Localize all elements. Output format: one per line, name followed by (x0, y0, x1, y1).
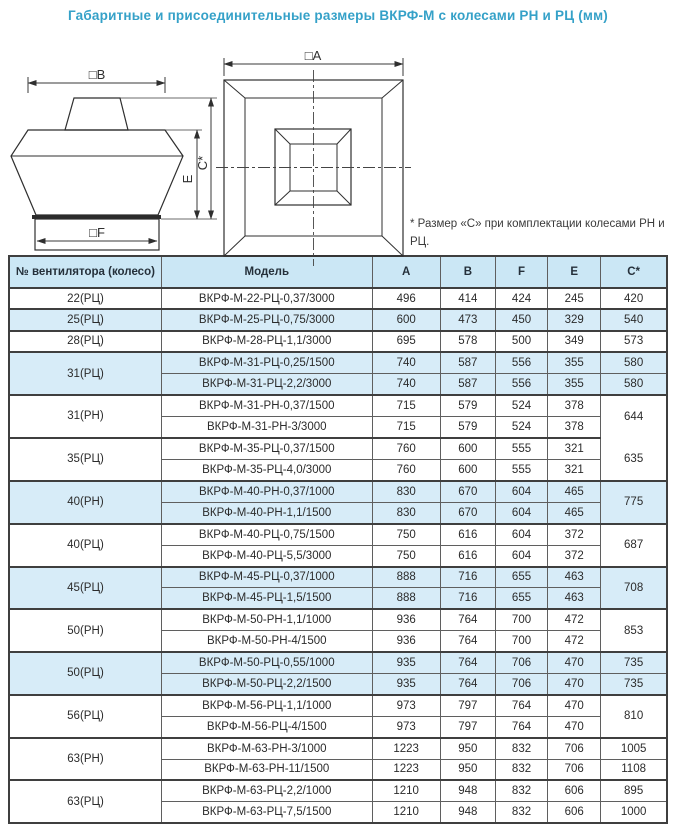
dim-f-cell: 832 (495, 759, 547, 780)
dim-e-cell: 245 (548, 288, 601, 309)
dim-b-cell: 587 (440, 374, 495, 395)
dim-f-cell: 556 (495, 352, 547, 373)
dim-a-cell: 1210 (372, 802, 440, 823)
column-header: A (372, 256, 440, 288)
model-cell: ВКРФ-М-28-РЦ-1,1/3000 (161, 331, 372, 352)
wheel-number-cell: 22(РЦ) (9, 288, 161, 309)
dim-a-cell: 936 (372, 631, 440, 652)
dim-a-cell: 1223 (372, 759, 440, 780)
dim-a-cell: 750 (372, 524, 440, 545)
dim-a-cell: 715 (372, 395, 440, 416)
dim-e-cell: 372 (548, 545, 601, 566)
dim-e-cell: 378 (548, 416, 601, 437)
base-plate (32, 215, 161, 219)
model-cell: ВКРФ-М-31-РН-3/3000 (161, 416, 372, 437)
dim-b-cell: 600 (440, 438, 495, 460)
dim-b-cell: 948 (440, 802, 495, 823)
c-shared-value: 644 (624, 410, 644, 423)
dim-f-cell: 524 (495, 395, 547, 416)
dim-c-cell-merged: 775 (601, 481, 667, 524)
dim-b-cell: 473 (440, 309, 495, 330)
corner-diagonal (224, 80, 245, 98)
model-cell: ВКРФ-М-63-РН-3/1000 (161, 738, 372, 759)
table-row (9, 331, 667, 352)
drawings-area (0, 23, 676, 253)
table-row (9, 309, 667, 330)
dim-b-cell: 950 (440, 738, 495, 759)
wheel-number-cell: 31(РН) (9, 395, 161, 438)
dim-f-cell: 700 (495, 609, 547, 630)
model-cell: ВКРФ-М-50-РЦ-2,2/1500 (161, 673, 372, 694)
dim-e-cell: 470 (548, 673, 601, 694)
dim-f-cell: 450 (495, 309, 547, 330)
dim-b-cell: 414 (440, 288, 495, 309)
table-row (9, 395, 667, 416)
dim-c-cell: 1000 (601, 802, 667, 823)
dim-a-cell: 935 (372, 652, 440, 673)
dim-e-cell: 378 (548, 395, 601, 416)
corner-diagonal (382, 236, 403, 256)
model-cell: ВКРФ-М-40-РН-1,1/1500 (161, 502, 372, 523)
dim-f-cell: 604 (495, 502, 547, 523)
model-cell: ВКРФ-М-40-РЦ-5,5/3000 (161, 545, 372, 566)
corner-diagonal (275, 191, 290, 205)
model-cell: ВКРФ-М-35-РЦ-0,37/1500 (161, 438, 372, 460)
dim-e-cell: 470 (548, 695, 601, 716)
dim-e-cell: 470 (548, 652, 601, 673)
dim-e-cell: 470 (548, 716, 601, 737)
dim-a-cell: 1210 (372, 780, 440, 801)
model-cell: ВКРФ-М-31-РЦ-0,25/1500 (161, 352, 372, 373)
model-cell: ВКРФ-М-31-РЦ-2,2/3000 (161, 374, 372, 395)
dim-f-cell: 604 (495, 481, 547, 502)
dim-a-cell: 740 (372, 374, 440, 395)
table-row (9, 695, 667, 716)
model-cell: ВКРФ-М-40-РН-0,37/1000 (161, 481, 372, 502)
dim-b-cell: 716 (440, 588, 495, 609)
dim-f-cell: 832 (495, 738, 547, 759)
dim-f-cell: 555 (495, 460, 547, 481)
corner-diagonal (337, 129, 351, 144)
fan-body-outline (11, 130, 183, 215)
wheel-number-cell: 63(РЦ) (9, 780, 161, 823)
dim-f-cell: 604 (495, 524, 547, 545)
model-cell: ВКРФ-М-45-РЦ-1,5/1500 (161, 588, 372, 609)
dim-f-cell: 764 (495, 695, 547, 716)
column-header: F (495, 256, 547, 288)
dim-label-b: □B (88, 67, 106, 82)
dim-c-cell: 420 (601, 288, 667, 309)
dim-a-cell: 760 (372, 460, 440, 481)
dim-a-cell: 600 (372, 309, 440, 330)
dim-b-cell: 579 (440, 395, 495, 416)
dim-a-cell: 973 (372, 716, 440, 737)
dim-b-cell: 716 (440, 567, 495, 588)
model-cell: ВКРФ-М-50-РН-4/1500 (161, 631, 372, 652)
dim-f-cell: 700 (495, 631, 547, 652)
dim-b-cell: 670 (440, 481, 495, 502)
dim-f-cell: 706 (495, 652, 547, 673)
table-body (9, 288, 667, 823)
table-row (9, 352, 667, 373)
model-cell: ВКРФ-М-22-РЦ-0,37/3000 (161, 288, 372, 309)
page-title: Габаритные и присоединительные размеры ВКРФ-М с колесами РН и РЦ (мм) (68, 8, 608, 23)
dim-c-cell: 1005 (601, 738, 667, 759)
dim-c-cell-merged: 810 (601, 695, 667, 738)
dim-f-cell: 556 (495, 374, 547, 395)
column-header: Модель (161, 256, 372, 288)
table-row (9, 438, 667, 460)
dim-c-cell-merged: 708 (601, 567, 667, 610)
dim-a-cell: 496 (372, 288, 440, 309)
dim-c-cell: 540 (601, 309, 667, 330)
dim-a-cell: 830 (372, 502, 440, 523)
column-header: B (440, 256, 495, 288)
dim-c-cell-merged: 687 (601, 524, 667, 567)
wheel-number-cell: 25(РЦ) (9, 309, 161, 330)
wheel-number-cell: 31(РЦ) (9, 352, 161, 395)
dim-b-cell: 764 (440, 631, 495, 652)
dim-f-cell: 555 (495, 438, 547, 460)
wheel-number-cell: 50(РН) (9, 609, 161, 652)
top-view-drawing (195, 48, 420, 270)
dim-e-cell: 321 (548, 460, 601, 481)
dim-b-cell: 616 (440, 524, 495, 545)
model-cell: ВКРФ-М-31-РН-0,37/1500 (161, 395, 372, 416)
dim-f-cell: 764 (495, 716, 547, 737)
dim-b-cell: 950 (440, 759, 495, 780)
dim-c-cell: 735 (601, 652, 667, 673)
dim-e-cell: 706 (548, 738, 601, 759)
side-view-drawing (2, 51, 224, 256)
dim-a-cell: 936 (372, 609, 440, 630)
dim-b-cell: 579 (440, 416, 495, 437)
corner-diagonal (224, 236, 245, 256)
dim-e-cell: 463 (548, 567, 601, 588)
dim-a-cell: 715 (372, 416, 440, 437)
dim-label-c: C* (195, 155, 210, 171)
dim-label-f: □F (89, 225, 105, 240)
table-row (9, 481, 667, 502)
dim-b-cell: 587 (440, 352, 495, 373)
dim-a-cell: 740 (372, 352, 440, 373)
column-header: № вентилятора (колесо) (9, 256, 161, 288)
dim-a-cell: 695 (372, 331, 440, 352)
dim-a-cell: 760 (372, 438, 440, 460)
model-cell: ВКРФ-М-63-РЦ-7,5/1500 (161, 802, 372, 823)
dim-c-cell: 573 (601, 331, 667, 352)
dim-f-cell: 524 (495, 416, 547, 437)
dim-b-cell: 764 (440, 652, 495, 673)
dim-a-cell: 750 (372, 545, 440, 566)
dim-a-cell: 830 (372, 481, 440, 502)
dim-label-a: □A (304, 48, 322, 63)
wheel-number-cell: 45(РЦ) (9, 567, 161, 610)
dim-b-cell: 764 (440, 609, 495, 630)
footnote: * Размер «С» при комплектации колесами РН и РЦ. (410, 218, 665, 248)
dim-e-cell: 706 (548, 759, 601, 780)
wheel-number-cell: 35(РЦ) (9, 438, 161, 481)
dim-b-cell: 616 (440, 545, 495, 566)
dim-c-cell: 895 (601, 780, 667, 801)
dimensions-table (8, 255, 668, 824)
dim-a-cell: 935 (372, 673, 440, 694)
corner-diagonal (382, 80, 403, 98)
model-cell: ВКРФ-М-50-РЦ-0,55/1000 (161, 652, 372, 673)
table-row (9, 609, 667, 630)
dim-e-cell: 355 (548, 374, 601, 395)
dim-b-cell: 764 (440, 673, 495, 694)
column-header: E (548, 256, 601, 288)
model-cell: ВКРФ-М-50-РН-1,1/1000 (161, 609, 372, 630)
dim-f-cell: 832 (495, 802, 547, 823)
dim-e-cell: 349 (548, 331, 601, 352)
wheel-number-cell: 28(РЦ) (9, 331, 161, 352)
dim-f-cell: 655 (495, 567, 547, 588)
dim-f-cell: 832 (495, 780, 547, 801)
dim-b-cell: 670 (440, 502, 495, 523)
dim-c-cell: 735 (601, 673, 667, 694)
model-cell: ВКРФ-М-63-РЦ-2,2/1000 (161, 780, 372, 801)
dim-e-cell: 463 (548, 588, 601, 609)
dim-e-cell: 329 (548, 309, 601, 330)
dim-a-cell: 1223 (372, 738, 440, 759)
dim-e-cell: 606 (548, 780, 601, 801)
fan-cap-outline (65, 98, 128, 130)
dim-a-cell: 888 (372, 588, 440, 609)
dim-f-cell: 424 (495, 288, 547, 309)
wheel-number-cell: 63(РН) (9, 738, 161, 781)
dim-b-cell: 600 (440, 460, 495, 481)
corner-diagonal (337, 191, 351, 205)
dim-c-cell-merged: 853 (601, 609, 667, 652)
dim-c-cell: 580 (601, 352, 667, 373)
dim-e-cell: 465 (548, 481, 601, 502)
dim-f-cell: 500 (495, 331, 547, 352)
dim-e-cell: 355 (548, 352, 601, 373)
dim-c-cell: 580 (601, 374, 667, 395)
corner-diagonal (275, 129, 290, 144)
wheel-number-cell: 40(РЦ) (9, 524, 161, 567)
table-row (9, 524, 667, 545)
dim-c-cell-shared (601, 395, 667, 481)
dim-e-cell: 472 (548, 609, 601, 630)
dim-f-cell: 706 (495, 673, 547, 694)
column-header: C* (601, 256, 667, 288)
dim-label-e: E (180, 174, 195, 184)
c-shared-stack (601, 396, 666, 480)
dim-f-cell: 604 (495, 545, 547, 566)
dim-b-cell: 797 (440, 716, 495, 737)
dim-e-cell: 372 (548, 524, 601, 545)
table-row (9, 288, 667, 309)
dim-e-cell: 465 (548, 502, 601, 523)
dim-b-cell: 797 (440, 695, 495, 716)
table-row (9, 738, 667, 759)
dim-b-cell: 948 (440, 780, 495, 801)
model-cell: ВКРФ-М-56-РЦ-1,1/1000 (161, 695, 372, 716)
table-row (9, 780, 667, 801)
model-cell: ВКРФ-М-56-РЦ-4/1500 (161, 716, 372, 737)
wheel-number-cell: 40(РН) (9, 481, 161, 524)
dim-e-cell: 606 (548, 802, 601, 823)
model-cell: ВКРФ-М-25-РЦ-0,75/3000 (161, 309, 372, 330)
model-cell: ВКРФ-М-40-РЦ-0,75/1500 (161, 524, 372, 545)
dim-c-cell: 1108 (601, 759, 667, 780)
dim-a-cell: 888 (372, 567, 440, 588)
table-row (9, 567, 667, 588)
model-cell: ВКРФ-М-35-РЦ-4,0/3000 (161, 460, 372, 481)
dim-e-cell: 321 (548, 438, 601, 460)
model-cell: ВКРФ-М-63-РН-11/1500 (161, 759, 372, 780)
wheel-number-cell: 56(РЦ) (9, 695, 161, 738)
dim-b-cell: 578 (440, 331, 495, 352)
table-row (9, 652, 667, 673)
dim-a-cell: 973 (372, 695, 440, 716)
dim-e-cell: 472 (548, 631, 601, 652)
dim-f-cell: 655 (495, 588, 547, 609)
wheel-number-cell: 50(РЦ) (9, 652, 161, 695)
c-shared-value: 635 (624, 452, 644, 465)
model-cell: ВКРФ-М-45-РЦ-0,37/1000 (161, 567, 372, 588)
